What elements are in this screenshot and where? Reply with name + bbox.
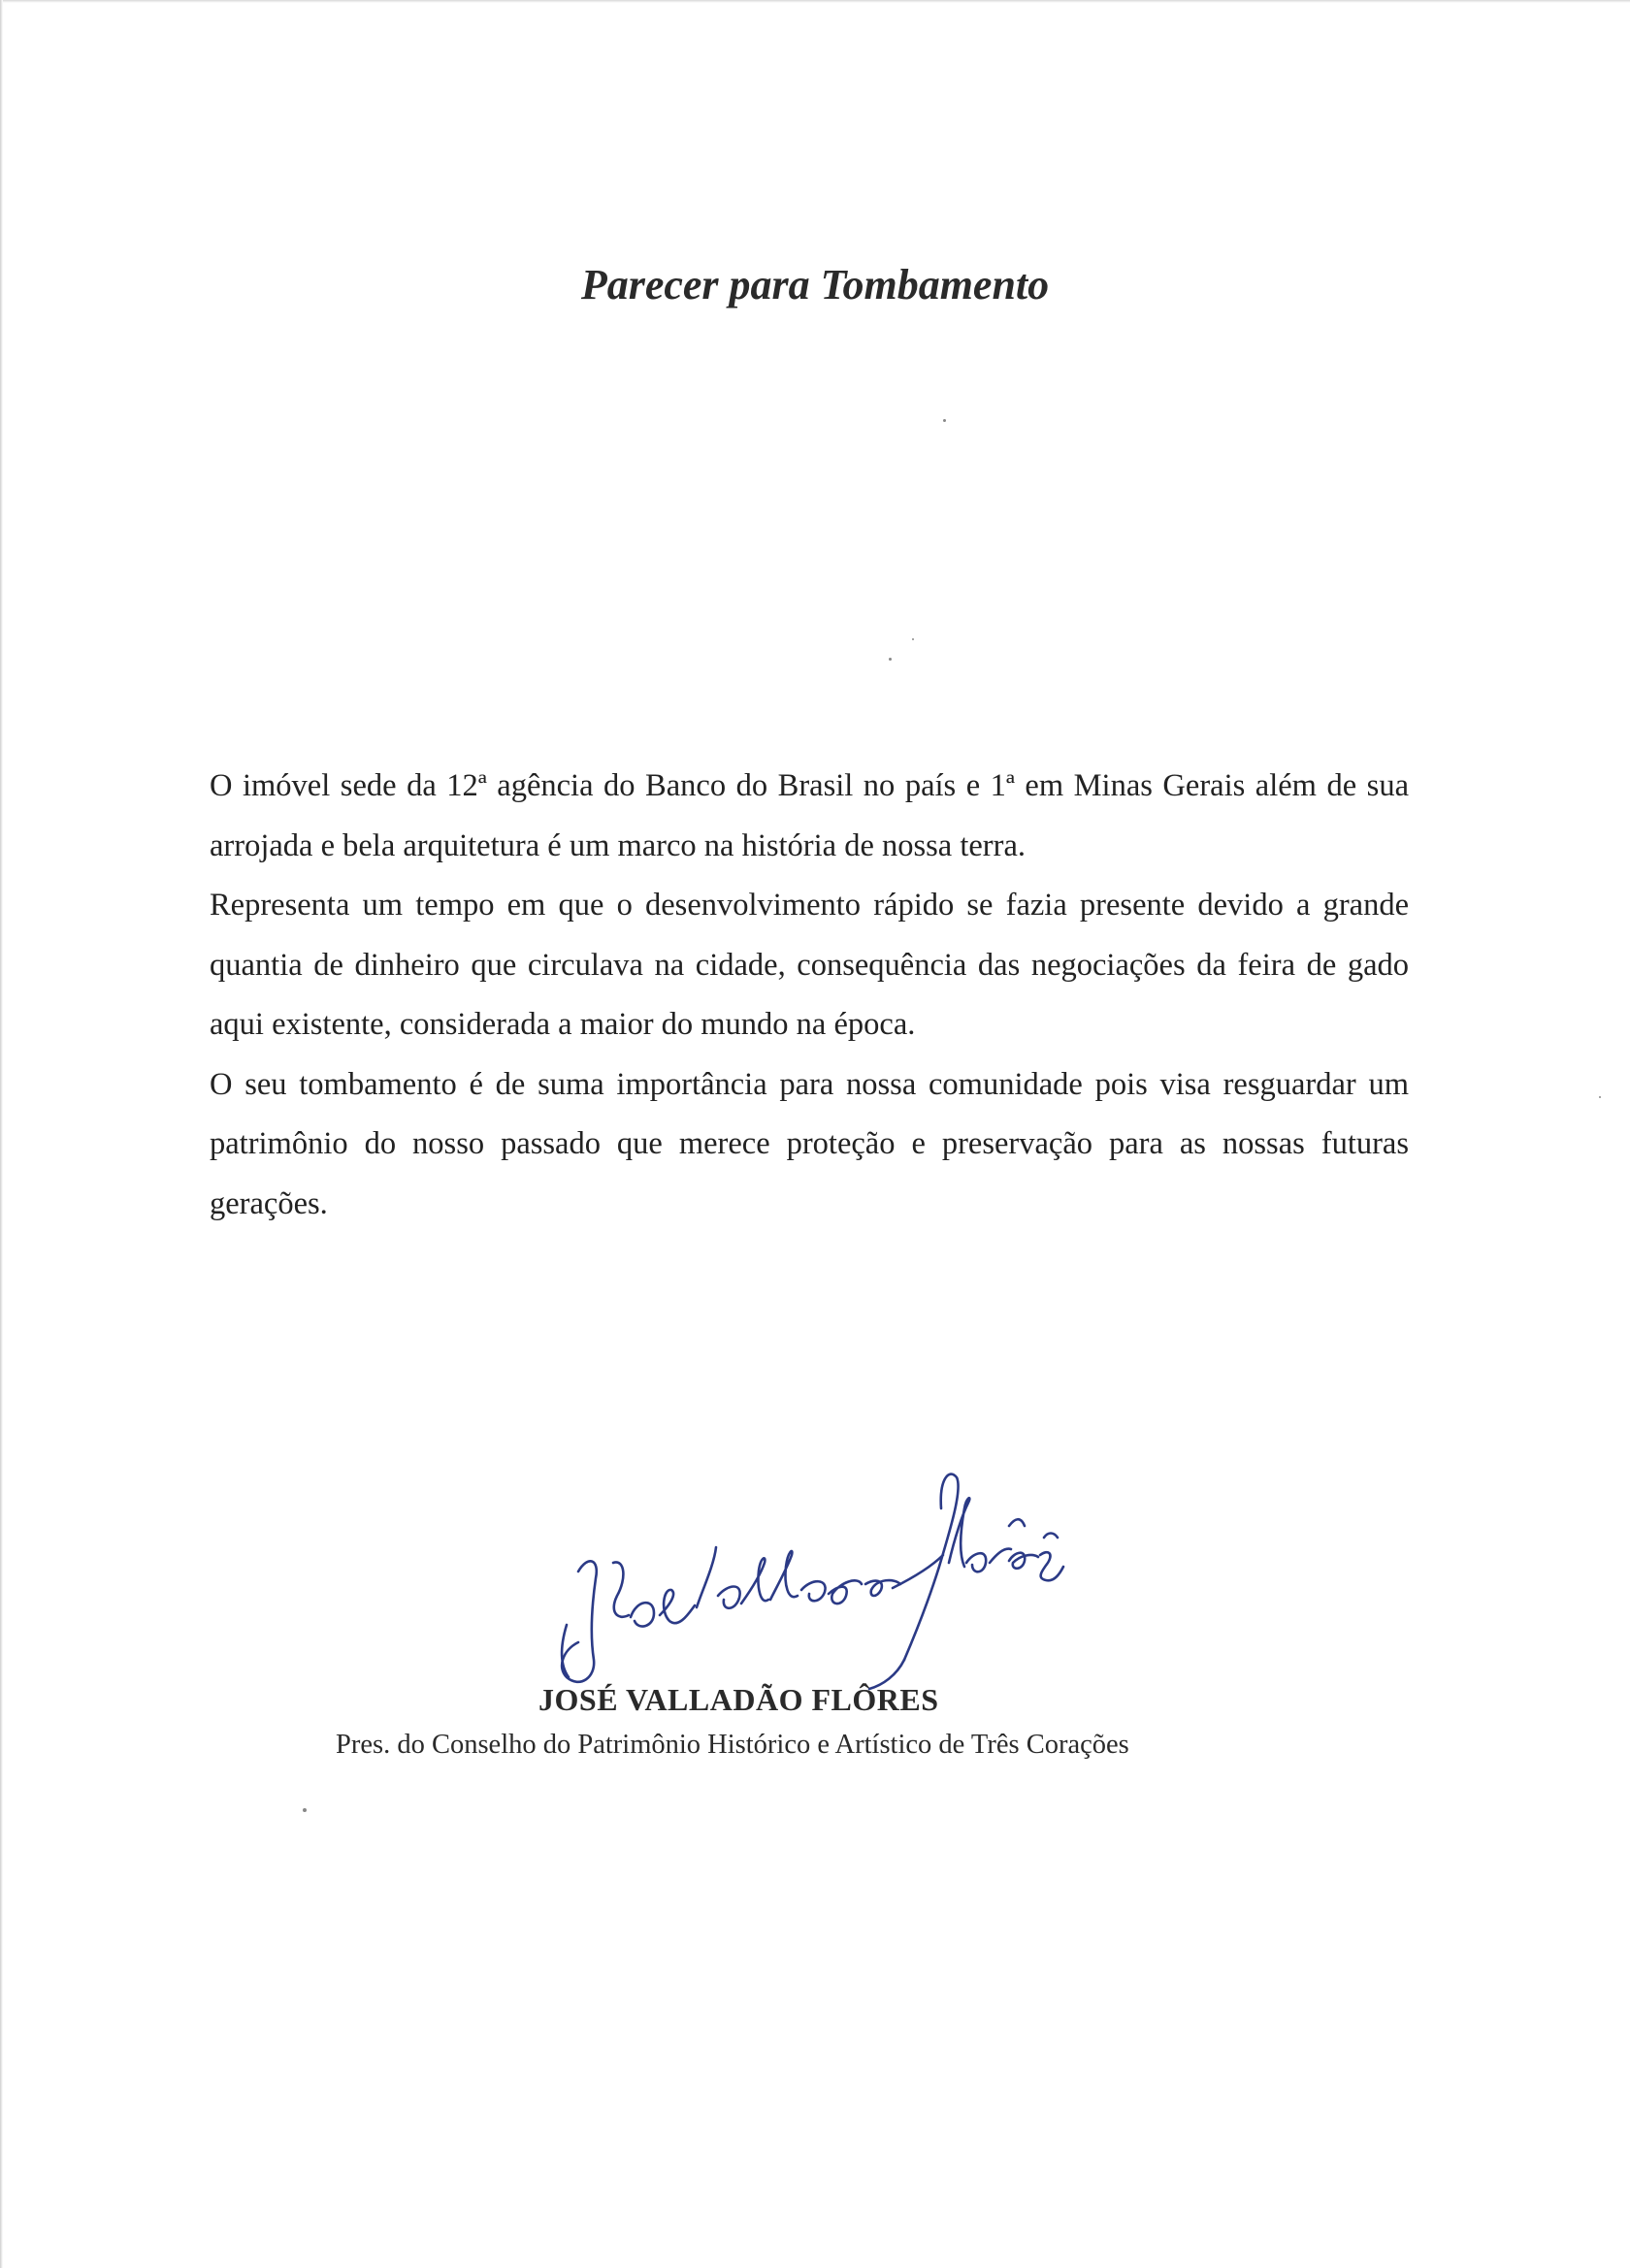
scan-speck <box>303 1808 307 1812</box>
scan-edge-top <box>0 0 1630 3</box>
scan-speck <box>1599 1096 1601 1098</box>
scan-edge-left <box>0 0 3 2268</box>
signer-role: Pres. do Conselho do Patrimônio Histórico e Artístico de Três Corações <box>336 1730 1129 1760</box>
signer-name: JOSÉ VALLADÃO FLÔRES <box>538 1682 939 1717</box>
body-paragraph-1: O imóvel sede da 12ª agência do Banco do Brasil no país e 1ª em Minas Gerais além de sua arrojada e bela arquitetura é um marco na história de nossa terra. <box>210 768 1409 863</box>
scan-speck <box>912 638 914 640</box>
body-paragraph-3: O seu tombamento é de suma importância para nossa comunidade pois visa resguardar um patrimônio do nosso passado que merece proteção e preservação para as nossas futuras gerações. <box>210 1066 1409 1221</box>
scan-speck <box>943 419 946 422</box>
handwritten-signature <box>524 1470 1145 1702</box>
scan-speck <box>889 658 892 661</box>
body-paragraph-2: Representa um tempo em que o desenvolvimento rápido se fazia presente devido a grande quantia de dinheiro que circulava na cidade, consequência das negociações da feira de gado aqui existente, considerada a maior do mundo na época. <box>210 888 1409 1042</box>
document-body <box>210 757 1409 1234</box>
document-title: Parecer para Tombamento <box>580 261 1050 308</box>
